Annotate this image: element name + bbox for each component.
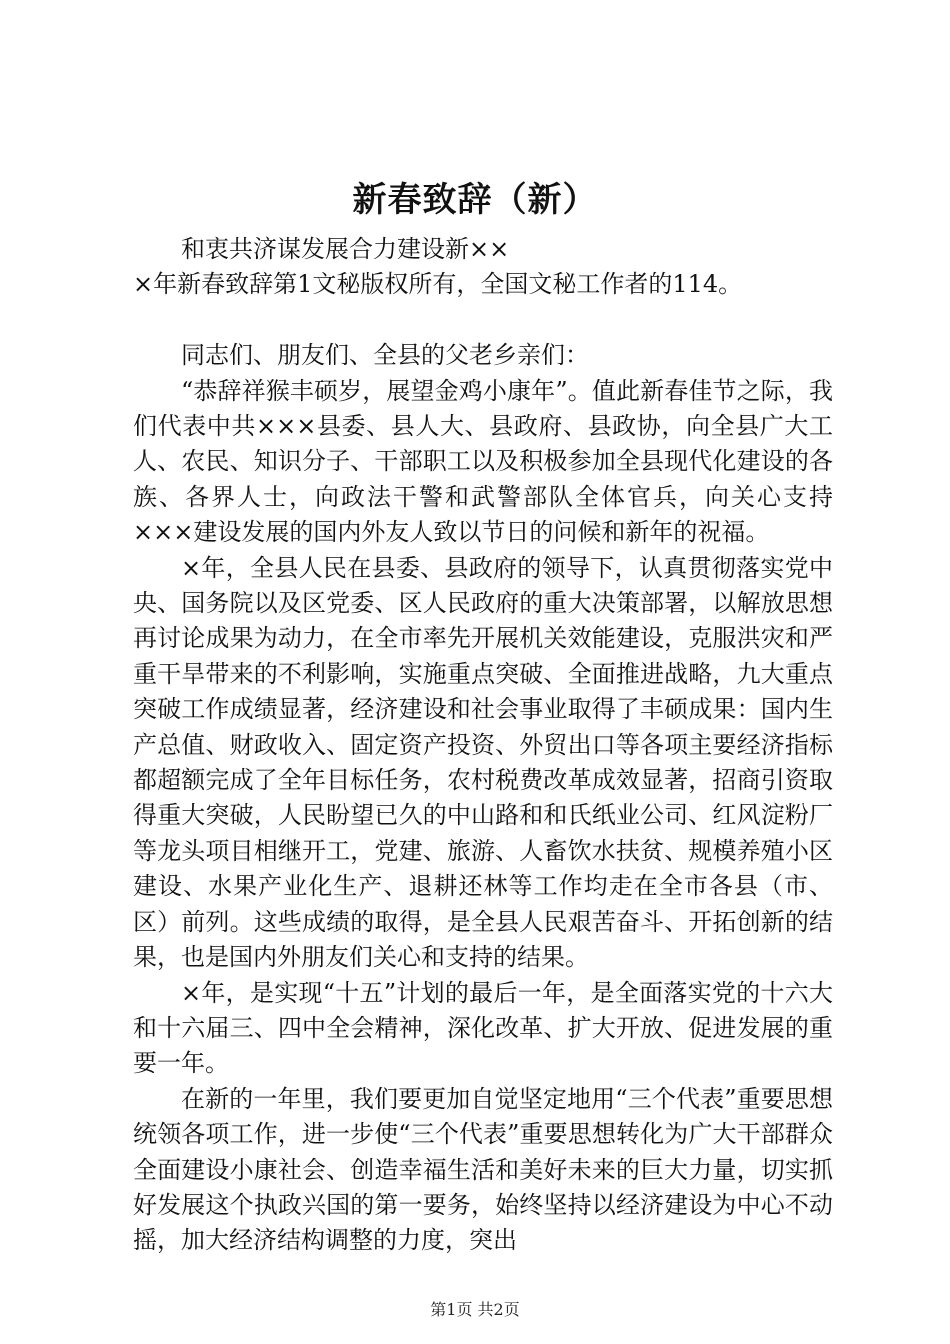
paragraph-outlook: ×年，是实现“十五”计划的最后一年，是全面落实党的十六大和十六届三、四中全会精神，深化改革、扩大开放、促进发展的重要一年。 — [133, 978, 833, 1078]
document-title: 新春致辞（新） — [352, 180, 598, 220]
document-body — [133, 232, 833, 1259]
paragraph-heading-line-1: 和衷共济谋发展合力建设新×× — [181, 235, 510, 263]
paragraph-heading-line-2: ×年新春致辞第1文秘版权所有，全国文秘工作者的114。 — [133, 270, 743, 299]
paragraph-review: ×年，全县人民在县委、县政府的领导下，认真贯彻落实党中央、国务院以及区党委、区人民政府的重大决策部署，以解放思想再讨论成果为动力，在全市率先开展机关效能建设，克服洪灾和严重干旱带来的不利影响，实施重点突破、全面推进战略，九大重点突破工作成绩显著，经济建设和社会事业取得了丰硕成果：国内生产总值、财政收入、固定资产投资、外贸出口等各项主要经济指标都超额完成了全年目标任务，农村税费改革成效显著，招商引资取得重大突破，人民盼望已久的中山路和和氏纸业公司、红风淀粉厂等龙头项目相继开工，党建、旅游、人畜饮水扶贫、规模养殖小区建设、水果产业化生产、退耕还林等工作均走在全市各县（市、区）前列。这些成绩的取得，是全县人民艰苦奋斗、开拓创新的结果，也是国内外朋友们关心和支持的结果。 — [133, 553, 833, 972]
paragraph-new-year-plan: 在新的一年里，我们要更加自觉坚定地用“三个代表”重要思想统领各项工作，进一步使“三个代表”重要思想转化为广大干部群众全面建设小康社会、创造幸福生活和美好未来的巨大力量，切实抓好发展这个执政兴国的第一要务，始终坚持以经济建设为中心不动摇，加大经济结构调整的力度，突出 — [133, 1084, 833, 1255]
page-footer: 第1页 共2页 — [430, 1300, 520, 1319]
paragraph-greeting: “恭辞祥猴丰硕岁，展望金鸡小康年”。值此新春佳节之际，我们代表中共×××县委、县人大、县政府、县政协，向全县广大工人、农民、知识分子、干部职工以及积极参加全县现代化建设的各族、各界人士，向政法干警和武警部队全体官兵，向关心支持×××建设发展的国内外友人致以节日的问候和新年的祝福。 — [133, 376, 833, 547]
blank-line — [133, 303, 833, 338]
paragraph-salutation: 同志们、朋友们、全县的父老乡亲们： — [181, 341, 589, 370]
